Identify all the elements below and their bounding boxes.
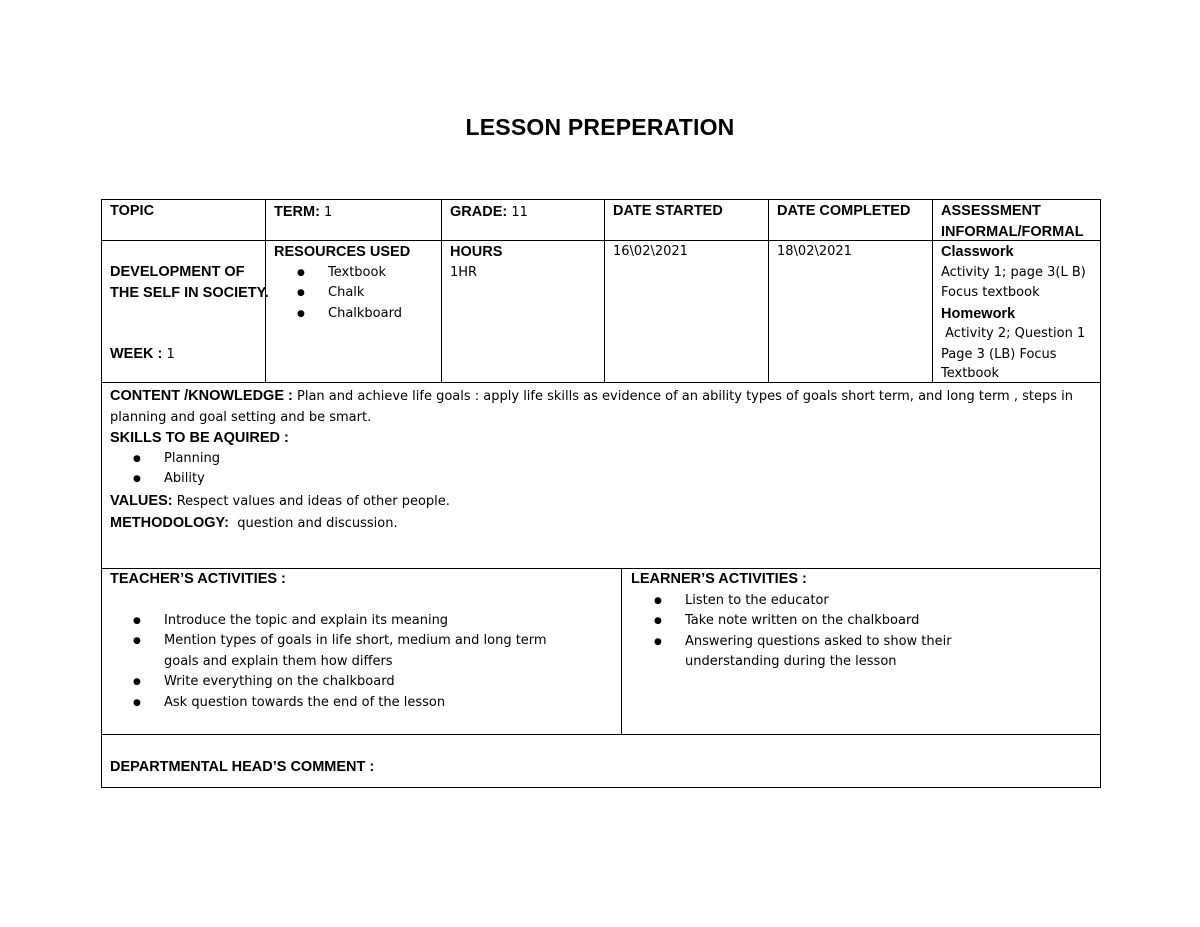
values-line xyxy=(110,490,1098,513)
methodology-line xyxy=(110,512,1098,535)
table-border-right xyxy=(1100,199,1101,788)
skills-list xyxy=(110,449,1098,490)
header-term xyxy=(274,201,332,224)
header-assessment xyxy=(941,201,1084,242)
content-label: CONTENT /KNOWLEDGE : xyxy=(110,388,293,404)
assessment-line-2: INFORMAL/FORMAL xyxy=(941,223,1084,240)
resources-label: RESOURCES USED xyxy=(274,244,411,260)
col-divider-3 xyxy=(604,199,605,383)
assessment-line-1: ASSESSMENT xyxy=(941,203,1041,219)
date-started-value: 16\02\2021 xyxy=(613,244,688,259)
hours-label: HOURS xyxy=(450,244,503,260)
list-item: ● Take note written on the chalkboard xyxy=(631,611,1097,632)
hours-cell xyxy=(450,242,502,283)
list-item: ● Ask question towards the end of the lesson xyxy=(110,693,618,714)
list-item: ● Chalk xyxy=(274,283,439,304)
skills-label: SKILLS TO BE AQUIRED : xyxy=(110,430,289,446)
list-item: ● Write everything on the chalkboard xyxy=(110,672,618,693)
term-label: TERM: xyxy=(274,204,320,220)
date-completed-value: 18\02\2021 xyxy=(777,244,852,259)
list-item: ● Chalkboard xyxy=(274,304,439,325)
teacher-activities-cell xyxy=(110,569,618,713)
methodology-label: METHODOLOGY: xyxy=(110,515,229,531)
content-line-2: planning and goal setting and be smart. xyxy=(110,409,372,425)
col-divider-2 xyxy=(441,199,442,383)
page-title: LESSON PREPERATION xyxy=(465,114,735,140)
list-item: ● Textbook xyxy=(274,263,439,284)
table-border-left xyxy=(101,199,102,788)
topic-line-2: THE SELF IN SOCIETY. xyxy=(110,284,269,301)
list-item: ● Answering questions asked to show their xyxy=(631,632,1097,653)
content-text: Plan and achieve life goals : apply life skills as evidence of an ability types of goals short term, and long term , steps in xyxy=(292,389,1073,404)
topic-line-1: DEVELOPMENT OF xyxy=(110,264,245,280)
week-value: 1 xyxy=(162,347,175,362)
list-item: ● Ability xyxy=(110,469,1098,490)
methodology-text: question and discussion. xyxy=(228,516,398,531)
content-cell xyxy=(110,385,1098,535)
resources-cell xyxy=(274,242,439,324)
list-item: ● Listen to the educator xyxy=(631,591,1097,612)
term-value: 1 xyxy=(319,205,333,220)
table-border-bottom xyxy=(101,787,1101,788)
header-date-started: DATE STARTED xyxy=(613,203,723,219)
assessment-cell xyxy=(941,242,1099,383)
grade-value: 11 xyxy=(507,205,528,220)
homework-label: Homework xyxy=(941,305,1016,322)
classwork-line-1: Activity 1; page 3(L B) xyxy=(941,264,1086,280)
departmental-head-comment-label: DEPARTMENTAL HEAD’S COMMENT : xyxy=(110,759,375,775)
grade-label: GRADE: xyxy=(450,204,508,220)
homework-line-2: Page 3 (LB) Focus xyxy=(941,346,1057,362)
hours-value: 1HR xyxy=(450,264,478,280)
list-item: ● Introduce the topic and explain its meaning xyxy=(110,611,618,632)
resources-list xyxy=(274,263,439,325)
topic-value xyxy=(110,262,269,303)
teacher-activities-label: TEACHER’S ACTIVITIES : xyxy=(110,571,286,587)
list-item: goals and explain them how differs xyxy=(164,653,393,669)
values-label: VALUES: xyxy=(110,492,173,509)
col-divider-4 xyxy=(768,199,769,383)
learner-activities-label: LEARNER’S ACTIVITIES : xyxy=(631,571,807,587)
learner-activities-list xyxy=(631,591,1097,673)
homework-line-1: Activity 2; Question 1 xyxy=(941,326,1086,341)
header-date-completed: DATE COMPLETED xyxy=(777,203,911,219)
teacher-activities-list xyxy=(110,611,618,714)
col-divider-activities xyxy=(621,568,622,735)
col-divider-5 xyxy=(932,199,933,383)
table-border-top xyxy=(101,199,1101,200)
list-item: ● Mention types of goals in life short, medium and long term xyxy=(110,631,618,652)
row-divider-4 xyxy=(101,734,1101,735)
homework-line-3: Textbook xyxy=(941,366,999,381)
week-field xyxy=(110,343,175,366)
header-grade xyxy=(450,201,528,224)
learner-activities-cell xyxy=(631,569,1097,673)
week-label: WEEK : xyxy=(110,346,163,362)
header-topic: TOPIC xyxy=(110,203,155,219)
list-item: understanding during the lesson xyxy=(685,654,897,669)
values-text: Respect values and ideas of other people. xyxy=(172,493,450,509)
classwork-label: Classwork xyxy=(941,244,1014,260)
classwork-line-2: Focus textbook xyxy=(941,285,1040,300)
content-line-1 xyxy=(110,385,1098,408)
list-item: ● Planning xyxy=(110,449,1098,470)
